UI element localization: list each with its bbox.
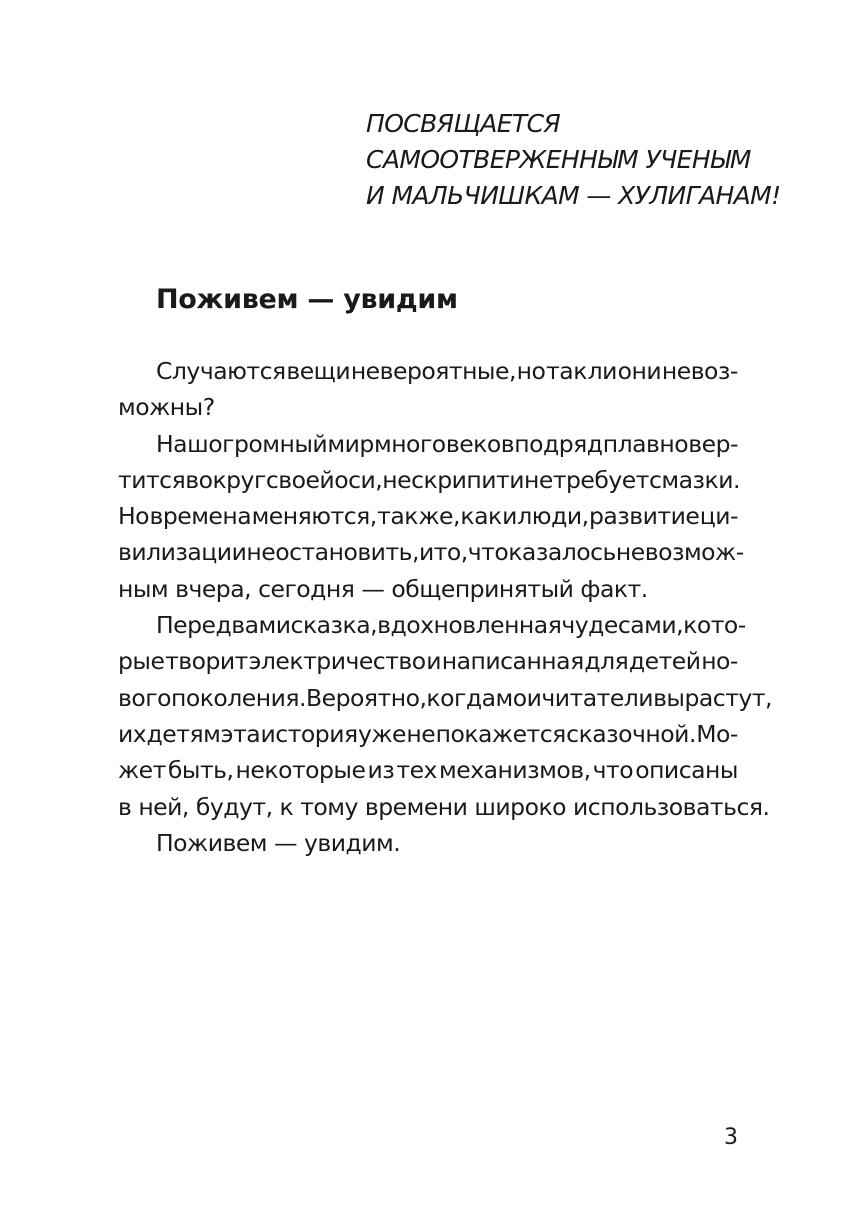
word: времена — [149, 502, 252, 531]
word: вещи — [286, 357, 351, 385]
word: невозмож- — [615, 538, 744, 567]
word: меняются, — [251, 502, 377, 531]
word: электричество — [248, 647, 426, 676]
word: и — [426, 647, 442, 676]
word: ли — [587, 357, 617, 385]
paragraph — [118, 607, 772, 825]
word: много — [373, 429, 446, 458]
word: рые — [118, 647, 165, 676]
word: мои — [495, 683, 542, 712]
text-line — [118, 534, 744, 570]
word: Вероятно, — [306, 683, 427, 712]
page-number: 3 — [724, 1125, 738, 1150]
word: вырастут, — [653, 683, 772, 712]
text-line — [118, 353, 738, 389]
word: не — [406, 719, 436, 748]
word: вилизации — [118, 538, 247, 567]
word: описаны — [635, 756, 738, 785]
word: Мо- — [696, 719, 738, 748]
word: чудесами, — [561, 611, 684, 640]
word: поколения. — [170, 683, 306, 712]
word: как — [460, 502, 502, 531]
word: не — [524, 465, 553, 494]
word: так — [546, 357, 587, 385]
text-line — [118, 643, 738, 679]
word: Случаются — [156, 357, 286, 385]
text-line — [118, 498, 738, 534]
word: кото- — [683, 611, 746, 640]
word: скрипит — [411, 465, 510, 494]
word: что — [592, 756, 634, 785]
word: уже — [357, 719, 407, 748]
dedication-line: ПОСВЯЩАЕТСЯ — [366, 109, 561, 138]
paragraph — [118, 426, 744, 607]
word: сказка, — [290, 611, 378, 640]
word: детей — [628, 647, 701, 676]
word: некоторые — [235, 756, 366, 785]
word: и — [502, 502, 517, 531]
word: своей — [265, 465, 335, 494]
word: вами — [231, 611, 291, 640]
word: вер- — [688, 429, 738, 458]
word: детям — [146, 719, 221, 748]
text-line: в ней, будут, к тому времени широко использоваться. — [118, 792, 770, 821]
word: остановить, — [275, 538, 419, 567]
word: тех — [396, 756, 437, 785]
dedication-line: И МАЛЬЧИШКАМ — ХУЛИГАНАМ! — [366, 181, 781, 210]
word: плавно — [602, 429, 689, 458]
word: эта — [220, 719, 261, 748]
word: и — [509, 465, 524, 494]
word: не — [246, 538, 276, 567]
text-line — [118, 716, 738, 752]
word: не — [382, 465, 412, 494]
word: ци- — [699, 502, 738, 531]
word: быть, — [167, 756, 234, 785]
word: огромный — [208, 429, 328, 458]
word: Но — [118, 502, 150, 531]
word: но- — [701, 647, 738, 676]
text-line — [118, 462, 738, 498]
text-line — [118, 426, 738, 462]
word: и — [418, 538, 434, 567]
word: что — [467, 538, 509, 567]
word: вокруг — [185, 465, 266, 494]
word: оси, — [334, 465, 383, 494]
paragraph — [118, 825, 738, 861]
word: Перед — [156, 611, 232, 640]
word: тится — [118, 465, 186, 494]
dedication — [366, 106, 826, 214]
word: невероятные, — [350, 357, 516, 385]
word: подряд — [514, 429, 603, 458]
dedication-line: САМООТВЕРЖЕННЫМ УЧЕНЫМ — [366, 145, 751, 174]
word: покажется — [435, 719, 566, 748]
word: но — [516, 357, 546, 385]
word: их — [118, 719, 147, 748]
text-line — [118, 752, 738, 788]
word: история — [260, 719, 358, 748]
word: так — [377, 502, 418, 531]
word: творит — [165, 647, 248, 676]
word: для — [584, 647, 629, 676]
text-line: Поживем — увидим. — [156, 828, 401, 857]
text-line: можны? — [118, 393, 215, 422]
word: они — [617, 357, 662, 385]
chapter-title: Поживем — увидим — [156, 284, 458, 315]
text-line — [118, 680, 772, 716]
word: написанная — [441, 647, 584, 676]
word: читатели — [541, 683, 654, 712]
word: механизмов, — [439, 756, 591, 785]
word: развитие — [588, 502, 700, 531]
word: требует — [552, 465, 649, 494]
chapter-body — [118, 353, 772, 861]
word: вого — [118, 683, 171, 712]
word: же, — [418, 502, 460, 531]
word: жет — [118, 756, 166, 785]
text-line: ным вчера, сегодня — общепринятый факт. — [118, 574, 648, 603]
word: вдохновленная — [377, 611, 562, 640]
word: мир — [327, 429, 374, 458]
word: невоз- — [661, 357, 738, 385]
word: смазки. — [648, 465, 740, 494]
word: когда — [426, 683, 496, 712]
word: казалось — [508, 538, 616, 567]
word: люди, — [517, 502, 589, 531]
paragraph — [118, 353, 738, 426]
text-line — [118, 607, 746, 643]
word: то, — [433, 538, 468, 567]
word: Наш — [156, 429, 209, 458]
word: сказочной. — [566, 719, 696, 748]
word: веков — [445, 429, 515, 458]
word: из — [367, 756, 395, 785]
